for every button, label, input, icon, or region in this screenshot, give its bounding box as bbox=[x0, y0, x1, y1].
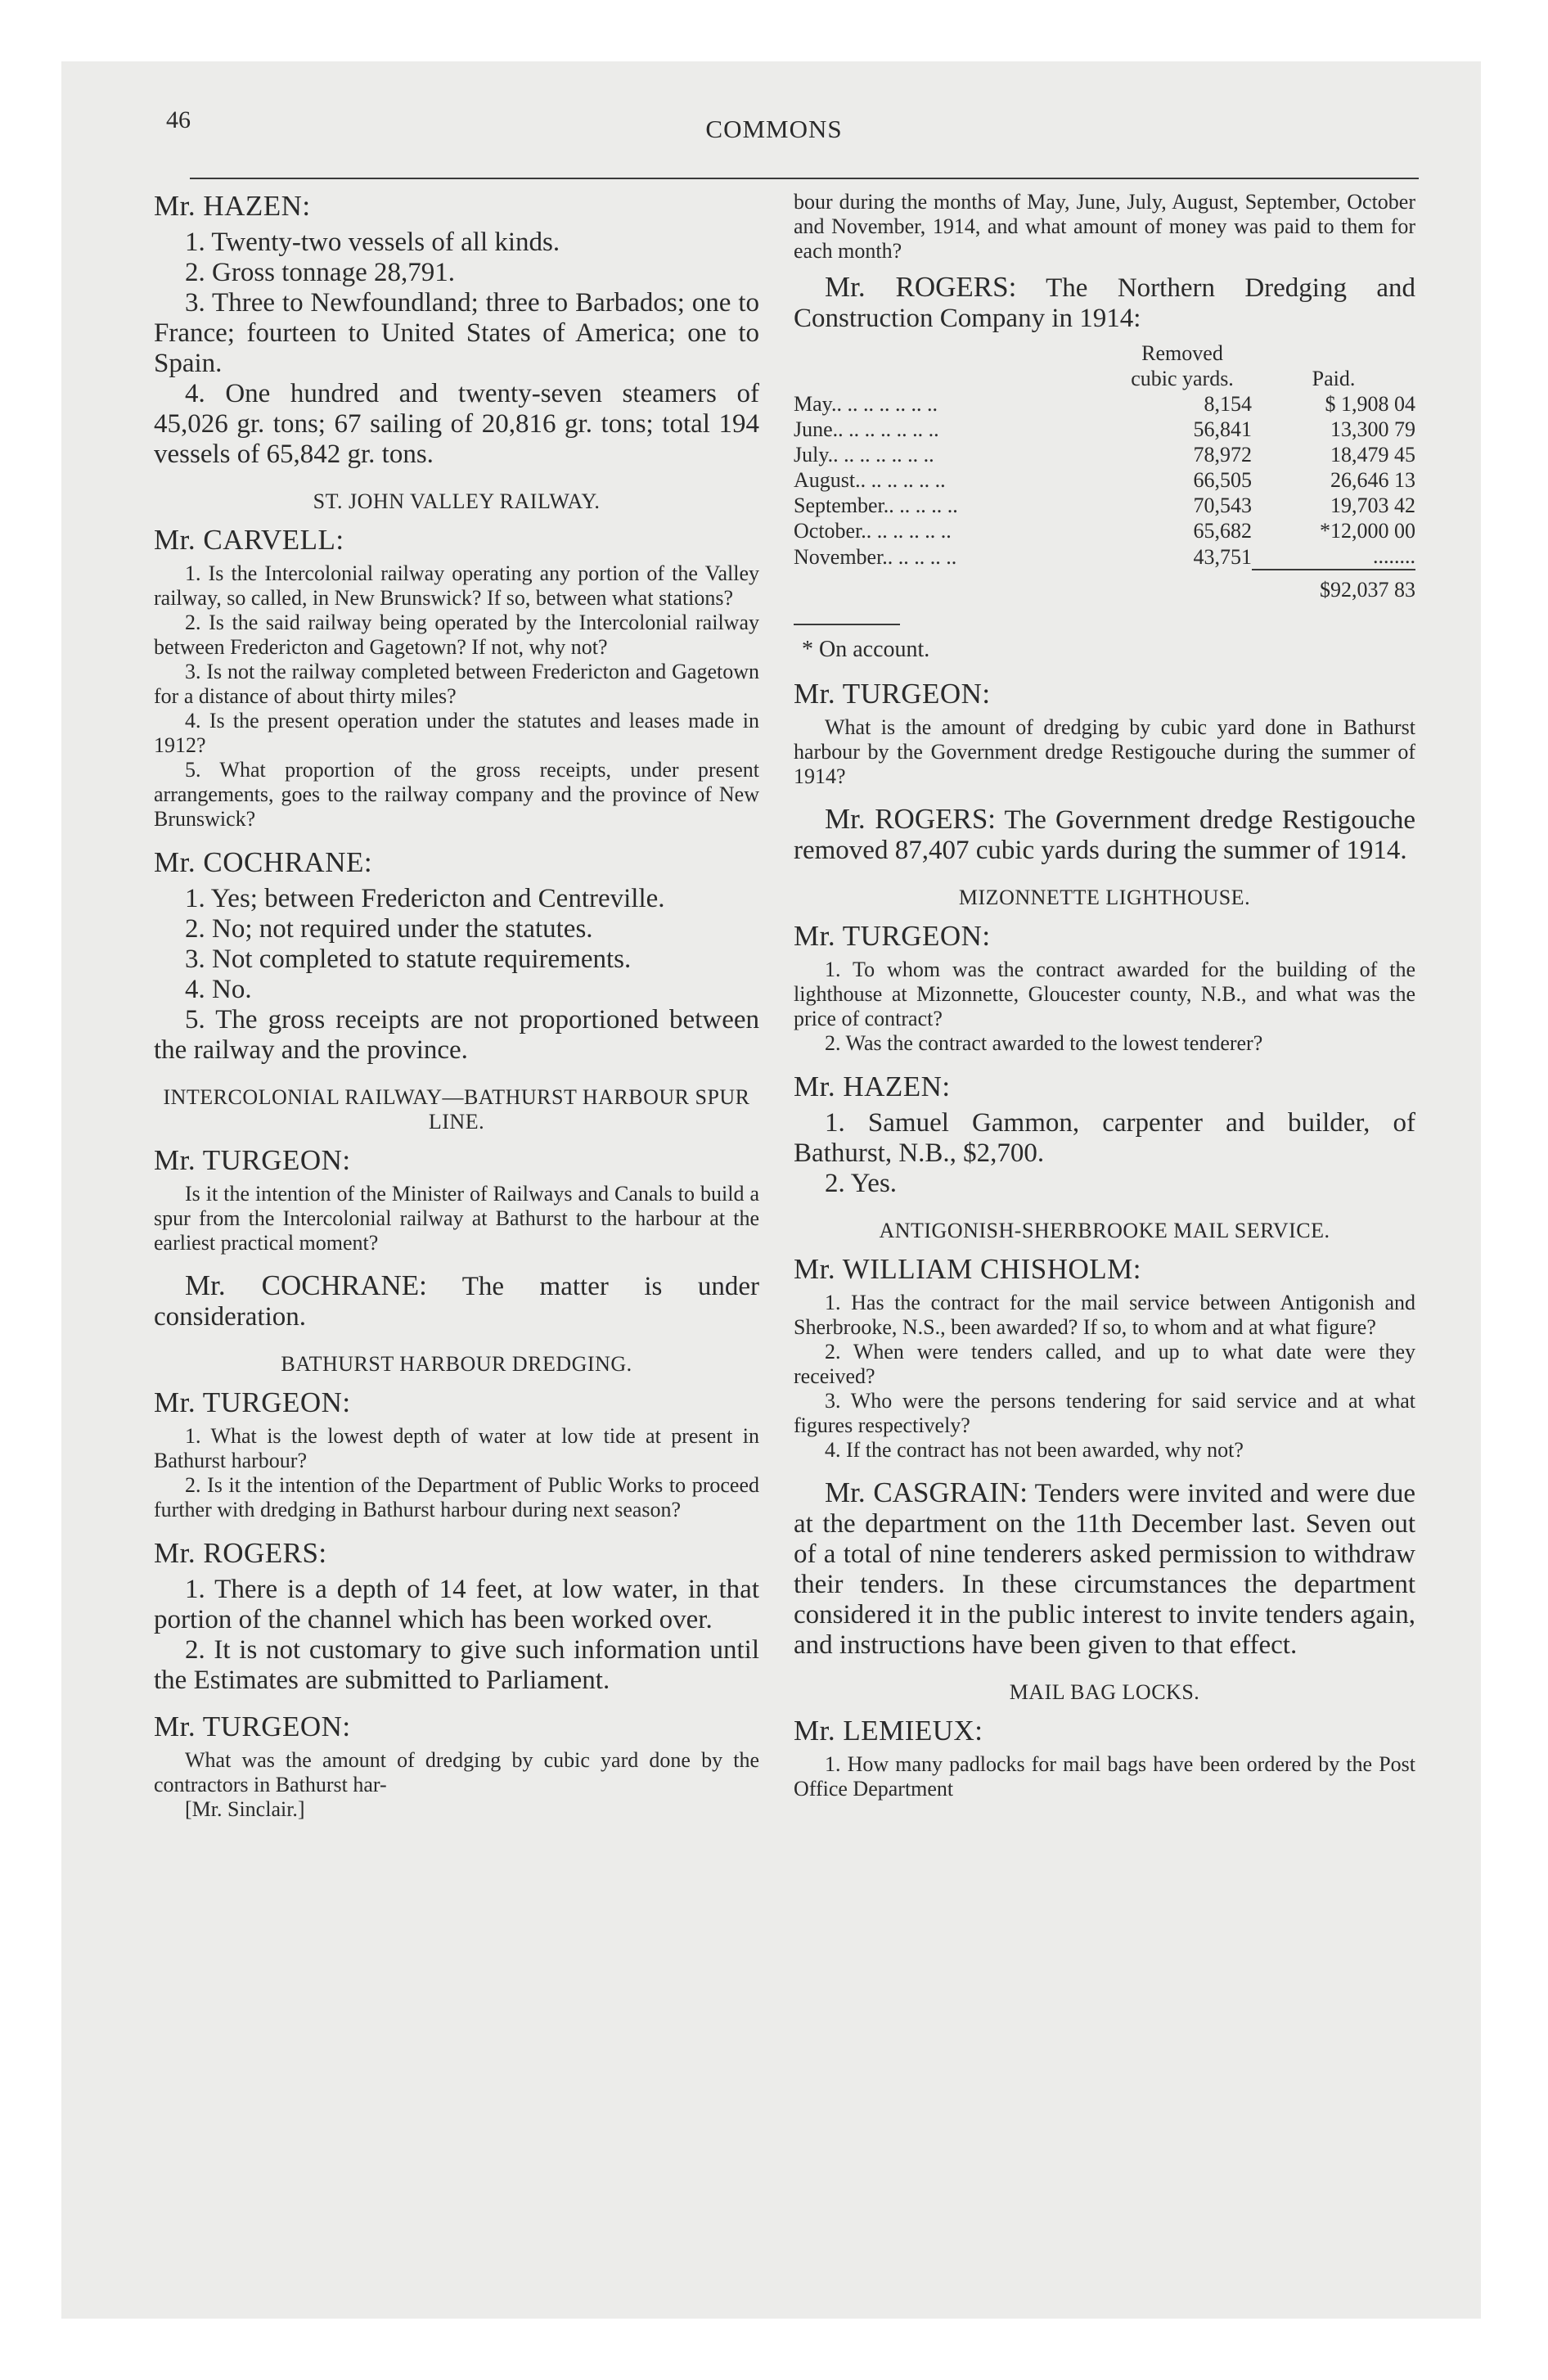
speaker-label: Mr. LEMIEUX: bbox=[794, 1715, 983, 1747]
header-rule bbox=[190, 178, 1419, 179]
total-cell: $92,037 83 bbox=[1252, 570, 1415, 602]
answer-paragraph bbox=[794, 1477, 1415, 1661]
answer-paragraph: 3. Three to Newfoundland; three to Barbados; one to France; fourteen to United States of America; one to Spain. bbox=[154, 288, 759, 378]
paid-cell: $ 1,908 04 bbox=[1325, 392, 1415, 416]
month-cell: July.. .. .. .. .. .. .. bbox=[794, 443, 934, 467]
table-row bbox=[794, 417, 1415, 442]
question-paragraph: 1. Is the Intercolonial railway operating any portion of the Valley railway, so called, in New Brunswick? If so, between what stations? bbox=[154, 561, 759, 610]
page-header: COMMONS bbox=[705, 115, 843, 143]
answer-text: The Government dredge Restigouche removed 87,407 cubic yards during the summer of 1914. bbox=[794, 805, 1416, 865]
yards-cell: 65,682 bbox=[1193, 519, 1252, 543]
paid-cell: 18,479 45 bbox=[1330, 443, 1415, 467]
footnote-rule bbox=[794, 624, 900, 625]
answer-paragraph bbox=[794, 804, 1415, 866]
question-paragraph: 1. To whom was the contract awarded for the building of the lighthouse at Mizonnette, Gloucester county, N.B., and what was the price of contract? bbox=[794, 958, 1415, 1030]
page-number: 46 bbox=[166, 106, 191, 133]
answer-paragraph bbox=[154, 1270, 759, 1332]
table-header-cell bbox=[794, 340, 1113, 391]
table-row bbox=[794, 442, 1415, 467]
speaker-label: Mr. HAZEN: bbox=[154, 190, 311, 222]
answer-paragraph: 2. Gross tonnage 28,791. bbox=[185, 258, 455, 287]
question-paragraph: 2. Is it the intention of the Department of Public Works to proceed further with dredging in Bathurst harbour during next season? bbox=[154, 1473, 759, 1521]
answer-paragraph: 1. Samuel Gammon, carpenter and builder, of Bathurst, N.B., $2,700. bbox=[794, 1108, 1415, 1168]
speaker-label: Mr. CARVELL: bbox=[154, 524, 344, 556]
answer-paragraph: 4. One hundred and twenty-seven steamers of 45,026 gr. tons; 67 sailing of 20,816 gr. tons; total 194 vessels of 65,842 gr. tons. bbox=[154, 379, 759, 469]
question-paragraph: 4. If the contract has not been awarded, why not? bbox=[825, 1438, 1244, 1462]
question-paragraph: Is it the intention of the Minister of Railways and Canals to build a spur from the Intercolonial railway at Bathurst to the harbour at the earliest practical moment? bbox=[154, 1182, 759, 1255]
section-heading: INTERCOLONIAL RAILWAY—BATHURST HARBOUR SPUR LINE. bbox=[163, 1085, 750, 1134]
answer-paragraph bbox=[794, 272, 1415, 334]
right-column bbox=[794, 190, 1415, 1801]
yards-header-line: cubic yards. bbox=[1131, 367, 1234, 390]
table-header-row bbox=[794, 340, 1415, 391]
dredging-table bbox=[794, 340, 1415, 602]
question-paragraph: 1. Has the contract for the mail service between Antigonish and Sherbrooke, N.S., been awarded? If so, to whom and at what figure? bbox=[794, 1291, 1415, 1339]
paid-cell: 19,703 42 bbox=[1330, 494, 1415, 517]
question-paragraph: What is the amount of dredging by cubic yard done in Bathurst harbour by the Government dredge Restigouche during the summer of 1914? bbox=[794, 715, 1415, 788]
yards-cell: 43,751 bbox=[1193, 544, 1252, 569]
answer-paragraph: 1. There is a depth of 14 feet, at low water, in that portion of the channel which has been worked over. bbox=[154, 1575, 759, 1634]
question-paragraph: 5. What proportion of the gross receipts, under present arrangements, goes to the railway company and the province of New Brunswick? bbox=[154, 758, 759, 831]
footnote: * On account. bbox=[802, 637, 930, 662]
table-row bbox=[794, 467, 1415, 493]
speaker-label: Mr. TURGEON: bbox=[154, 1711, 351, 1742]
answer-text: The Northern Dredging and Construction Company in 1914: bbox=[794, 273, 1416, 333]
question-paragraph: 3. Who were the persons tendering for said service and at what figures respectively? bbox=[794, 1389, 1415, 1437]
answer-text: Tenders were invited and were due at the department on the 11th December last. Seven out of a total of nine tenderers asked permission to withdraw their tenders. In these circumstances the department considered it in the public interest to invite tenders again, and instructions have been given to that effect. bbox=[794, 1479, 1416, 1660]
speaker-label: Mr. TURGEON: bbox=[154, 1386, 351, 1418]
table-total-row bbox=[794, 570, 1415, 602]
table-row bbox=[794, 391, 1415, 417]
table-row bbox=[794, 493, 1415, 518]
question-paragraph: What was the amount of dredging by cubic yard done by the contractors in Bathurst har- bbox=[154, 1748, 759, 1796]
section-heading: ST. JOHN VALLEY RAILWAY. bbox=[313, 489, 601, 513]
table-row bbox=[794, 518, 1415, 543]
yards-cell: 56,841 bbox=[1193, 417, 1252, 441]
yards-cell: 66,505 bbox=[1193, 468, 1252, 492]
paid-cell: ........ bbox=[1373, 544, 1415, 568]
question-paragraph: 2. Was the contract awarded to the lowest tenderer? bbox=[825, 1031, 1263, 1055]
question-paragraph: 2. When were tenders called, and up to what date were they received? bbox=[794, 1340, 1415, 1388]
question-paragraph: 4. Is the present operation under the statutes and leases made in 1912? bbox=[154, 709, 759, 757]
answer-paragraph: 2. No; not required under the statutes. bbox=[185, 914, 593, 944]
speaker-label: Mr. ROGERS: bbox=[154, 1537, 327, 1569]
question-paragraph: 2. Is the said railway being operated by the Intercolonial railway between Fredericton and Gagetown? If not, why not? bbox=[154, 611, 759, 659]
total-spacer bbox=[794, 570, 1113, 602]
question-continuation: bour during the months of May, June, July, August, September, October and November, 1914, and what amount of money was paid to them for each month? bbox=[794, 190, 1415, 263]
answer-paragraph: 5. The gross receipts are not proportioned between the railway and the province. bbox=[154, 1005, 759, 1065]
speaker-label: Mr. COCHRANE: bbox=[185, 1269, 427, 1301]
section-heading: MIZONNETTE LIGHTHOUSE. bbox=[958, 886, 1251, 909]
speaker-label: Mr. TURGEON: bbox=[154, 1144, 351, 1176]
paid-cell: 26,646 13 bbox=[1330, 468, 1415, 492]
speaker-label: Mr. COCHRANE: bbox=[154, 846, 373, 878]
bracket-note: [Mr. Sinclair.] bbox=[185, 1797, 305, 1821]
month-cell: November.. .. .. .. .. bbox=[794, 544, 957, 569]
total-spacer bbox=[1113, 570, 1252, 602]
paid-cell: 13,300 79 bbox=[1330, 417, 1415, 441]
section-heading: BATHURST HARBOUR DREDGING. bbox=[281, 1352, 632, 1376]
paid-cell: *12,000 00 bbox=[1320, 519, 1415, 543]
yards-header-line: Removed bbox=[1141, 341, 1223, 365]
speaker-label: Mr. TURGEON: bbox=[794, 678, 991, 710]
answer-paragraph: 4. No. bbox=[185, 975, 252, 1004]
yards-cell: 78,972 bbox=[1193, 443, 1252, 467]
speaker-label: Mr. ROGERS: bbox=[825, 271, 1017, 303]
answer-paragraph: 2. Yes. bbox=[825, 1169, 898, 1198]
answer-paragraph: 2. It is not customary to give such information until the Estimates are submitted to Parliament. bbox=[154, 1635, 759, 1695]
question-paragraph: 3. Is not the railway completed between Fredericton and Gagetown for a distance of about thirty miles? bbox=[154, 660, 759, 708]
section-heading: MAIL BAG LOCKS. bbox=[1009, 1680, 1200, 1704]
answer-paragraph: 1. Yes; between Fredericton and Centreville. bbox=[185, 884, 665, 913]
month-cell: September.. .. .. .. .. bbox=[794, 494, 958, 517]
answer-paragraph: 3. Not completed to statute requirements. bbox=[185, 944, 632, 974]
answer-paragraph: 1. Twenty-two vessels of all kinds. bbox=[185, 228, 560, 257]
table-row bbox=[794, 543, 1415, 570]
speaker-label: Mr. HAZEN: bbox=[794, 1071, 951, 1102]
speaker-label: Mr. CASGRAIN: bbox=[825, 1476, 1028, 1508]
month-cell: August.. .. .. .. .. .. bbox=[794, 468, 946, 492]
yards-cell: 70,543 bbox=[1193, 494, 1252, 517]
speaker-label: Mr. ROGERS: bbox=[825, 803, 997, 835]
speaker-label: Mr. WILLIAM CHISHOLM: bbox=[794, 1253, 1141, 1285]
speaker-label: Mr. TURGEON: bbox=[794, 920, 991, 952]
section-heading: ANTIGONISH-SHERBROOKE MAIL SERVICE. bbox=[879, 1219, 1330, 1242]
paid-header: Paid. bbox=[1312, 367, 1356, 390]
month-cell: June.. .. .. .. .. .. .. bbox=[794, 417, 939, 441]
month-cell: October.. .. .. .. .. .. bbox=[794, 519, 952, 543]
left-column bbox=[154, 190, 759, 1822]
answer-text: The matter is under consideration. bbox=[154, 1272, 759, 1332]
question-paragraph: 1. How many padlocks for mail bags have been ordered by the Post Office Department bbox=[794, 1752, 1415, 1801]
month-cell: May.. .. .. .. .. .. .. bbox=[794, 392, 938, 416]
yards-cell: 8,154 bbox=[1204, 392, 1252, 416]
question-paragraph: 1. What is the lowest depth of water at low tide at present in Bathurst harbour? bbox=[154, 1424, 759, 1472]
table-header-cell bbox=[1113, 340, 1252, 391]
